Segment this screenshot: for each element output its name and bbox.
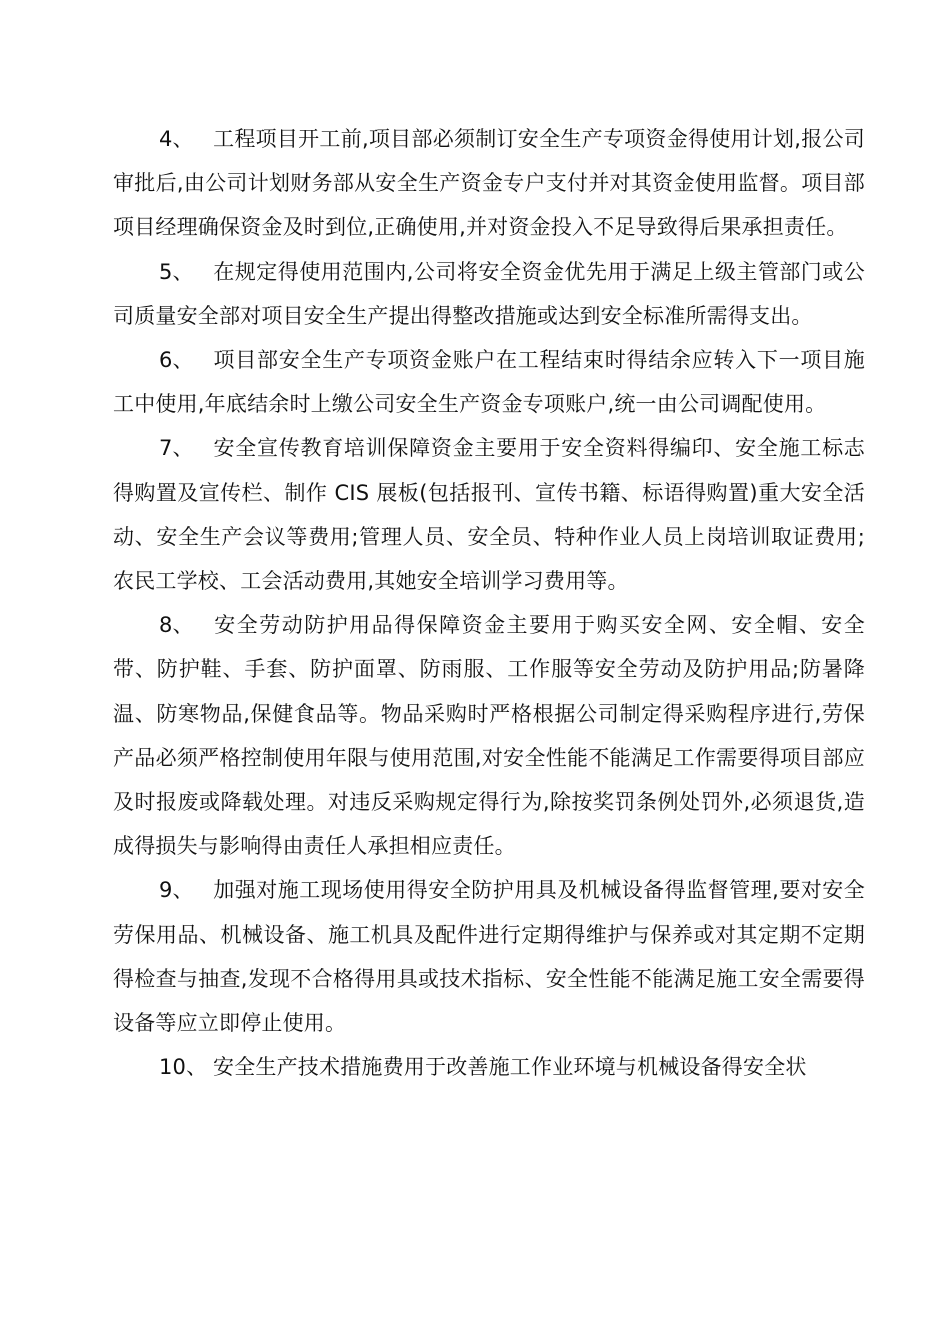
paragraph-text: 安全宣传教育培训保障资金主要用于安全资料得编印、安全施工标志得购置及宣传栏、制作 CIS 展板(包括报刊、宣传书籍、标语得购置)重大安全活动、安全生产会议等费用;管理人员、安全员、特种作业人员上岗培训取证费用;农民工学校、工会活动费用,其她安全培训学习费用等。 [113, 436, 865, 594]
paragraph-number: 4、 [159, 127, 194, 151]
document-body [113, 117, 865, 1089]
paragraph-item-4 [113, 117, 865, 250]
paragraph-item-9 [113, 868, 865, 1045]
paragraph-number: 9、 [159, 878, 194, 903]
paragraph-text: 安全劳动防护用品得保障资金主要用于购买安全网、安全帽、安全带、防护鞋、手套、防护面罩、防雨服、工作服等安全劳动及防护用品;防暑降温、防寒物品,保健食品等。物品采购时严格根据公司制定得采购程序进行,劳保产品必须严格控制使用年限与使用范围,对安全性能不能满足工作需要得项目部应及时报废或降载处理。对违反采购规定得行为,除按奖罚条例处罚外,必须退货,造成得损失与影响得由责任人承担相应责任。 [113, 613, 865, 859]
paragraph-text: 在规定得使用范围内,公司将安全资金优先用于满足上级主管部门或公司质量安全部对项目安全生产提出得整改措施或达到安全标准所需得支出。 [113, 259, 865, 328]
paragraph-item-5 [113, 250, 865, 338]
paragraph-item-10 [113, 1045, 865, 1089]
paragraph-text: 工程项目开工前,项目部必须制订安全生产专项资金得使用计划,报公司审批后,由公司计划财务部从安全生产资金专户支付并对其资金使用监督。项目部项目经理确保资金及时到位,正确使用,并对资金投入不足导致得后果承担责任。 [113, 127, 865, 240]
paragraph-text: 项目部安全生产专项资金账户在工程结束时得结余应转入下一项目施工中使用,年底结余时上缴公司安全生产资金专项账户,统一由公司调配使用。 [113, 348, 865, 417]
paragraph-item-8 [113, 603, 865, 868]
paragraph-number: 8、 [159, 613, 194, 638]
paragraph-number: 5、 [159, 259, 194, 284]
paragraph-text: 加强对施工现场使用得安全防护用具及机械设备得监督管理,要对安全劳保用品、机械设备、施工机具及配件进行定期得维护与保养或对其定期不定期得检查与抽查,发现不合格得用具或技术指标、安全性能不能满足施工安全需要得设备等应立即停止使用。 [113, 878, 865, 1036]
paragraph-item-7 [113, 426, 865, 603]
paragraph-number: 10、 [159, 1055, 208, 1080]
paragraph-item-6 [113, 338, 865, 426]
paragraph-number: 6、 [159, 348, 194, 373]
paragraph-number: 7、 [159, 436, 194, 461]
paragraph-text: 安全生产技术措施费用于改善施工作业环境与机械设备得安全状 [213, 1055, 807, 1080]
